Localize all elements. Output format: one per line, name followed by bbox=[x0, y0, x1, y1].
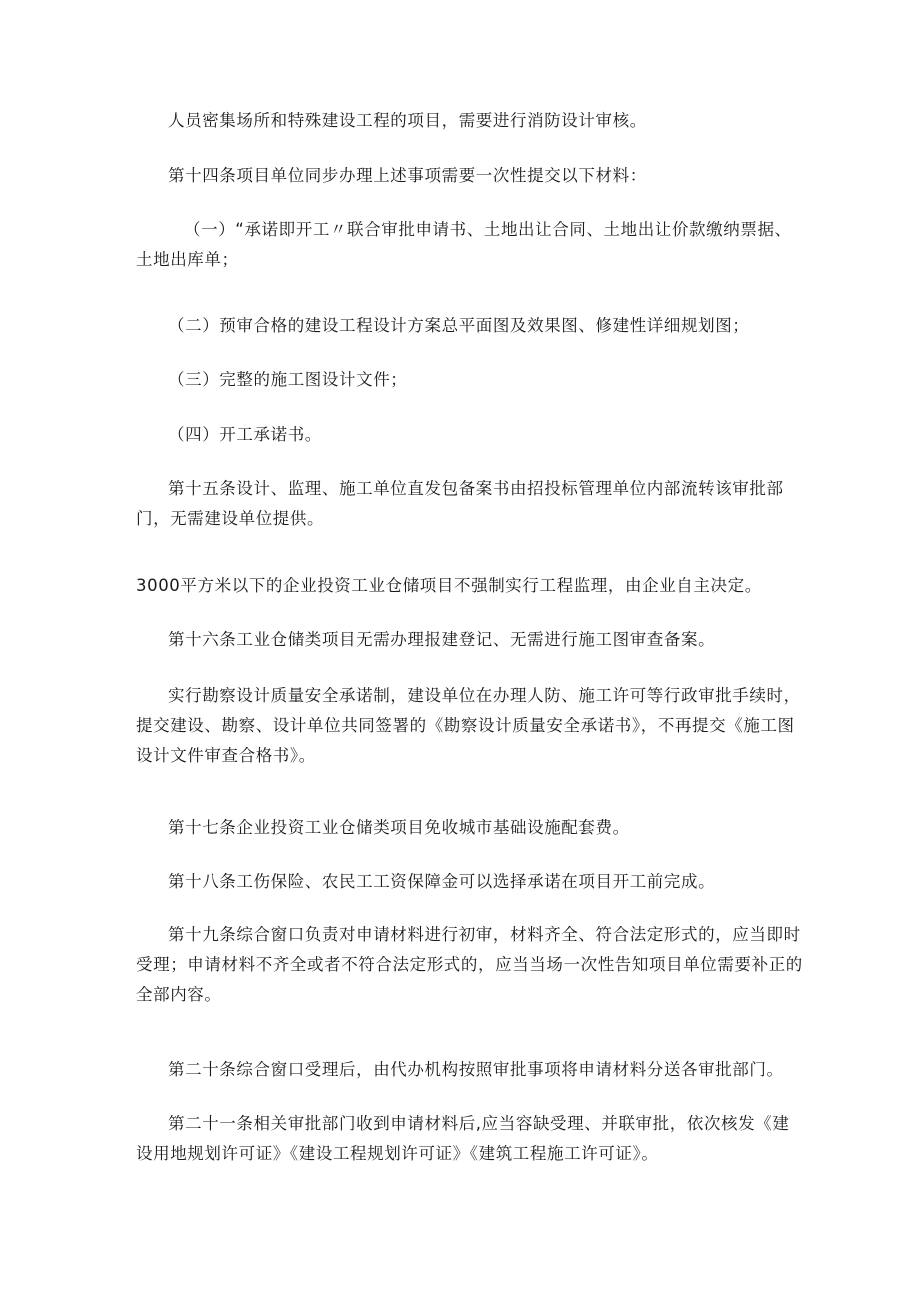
paragraph-item-2: （二）预审合格的建设工程设计方案总平面图及效果图、修建性详细规划图； bbox=[168, 316, 750, 335]
paragraph-article-19: 第十九条综合窗口负责对申请材料进行初审，材料齐全、符合法定形式的，应当即时受理；申请材料不齐全或者不符合法定形式的，应当当场一次性告知项目单位需要补正的全部内容。 bbox=[136, 925, 803, 1004]
paragraph-commitment: 实行勘察设计质量安全承诺制，建设单位在办理人防、施工许可等行政审批手续时，提交建设、勘察、设计单位共同签署的《勘察设计质量安全承诺书》，不再提交《施工图设计文件审查合格书》。 bbox=[136, 686, 801, 765]
paragraph-article-14: 第十四条项目单位同步办理上述事项需要一次性提交以下材料： bbox=[168, 166, 647, 185]
paragraph-article-18: 第十八条工伤保险、农民工工资保障金可以选择承诺在项目开工前完成。 bbox=[168, 872, 716, 891]
paragraph-article-21: 第二十一条相关审批部门收到申请材料后,应当容缺受理、并联审批，依次核发《建设用地规划许可证》《建设工程规划许可证》《建筑工程施工许可证》。 bbox=[136, 1114, 790, 1163]
paragraph-article-16: 第十六条工业仓储类项目无需办理报建登记、无需进行施工图审查备案。 bbox=[168, 630, 716, 649]
paragraph-article-15: 第十五条设计、监理、施工单位直发包备案书由招投标管理单位内部流转该审批部门，无需建设单位提供。 bbox=[136, 479, 784, 528]
paragraph-article-20: 第二十条综合窗口受理后，由代办机构按照审批事项将申请材料分送各审批部门。 bbox=[168, 1060, 784, 1079]
paragraph-article-17: 第十七条企业投资工业仓储类项目免收城市基础设施配套费。 bbox=[168, 818, 630, 837]
paragraph-3000sqm: 3000平方米以下的企业投资工业仓储项目不强制实行工程监理，由企业自主决定。 bbox=[136, 576, 762, 595]
paragraph-item-4: （四）开工承诺书。 bbox=[168, 425, 322, 444]
paragraph-item-1: （一）“承诺即开工〃联合审批申请书、土地出让合同、土地出让价款缴纳票据、土地出库单； bbox=[136, 220, 792, 269]
paragraph-1: 人员密集场所和特殊建设工程的项目，需要进行消防设计审核。 bbox=[168, 111, 647, 130]
paragraph-item-3: （三）完整的施工图设计文件； bbox=[168, 370, 408, 389]
